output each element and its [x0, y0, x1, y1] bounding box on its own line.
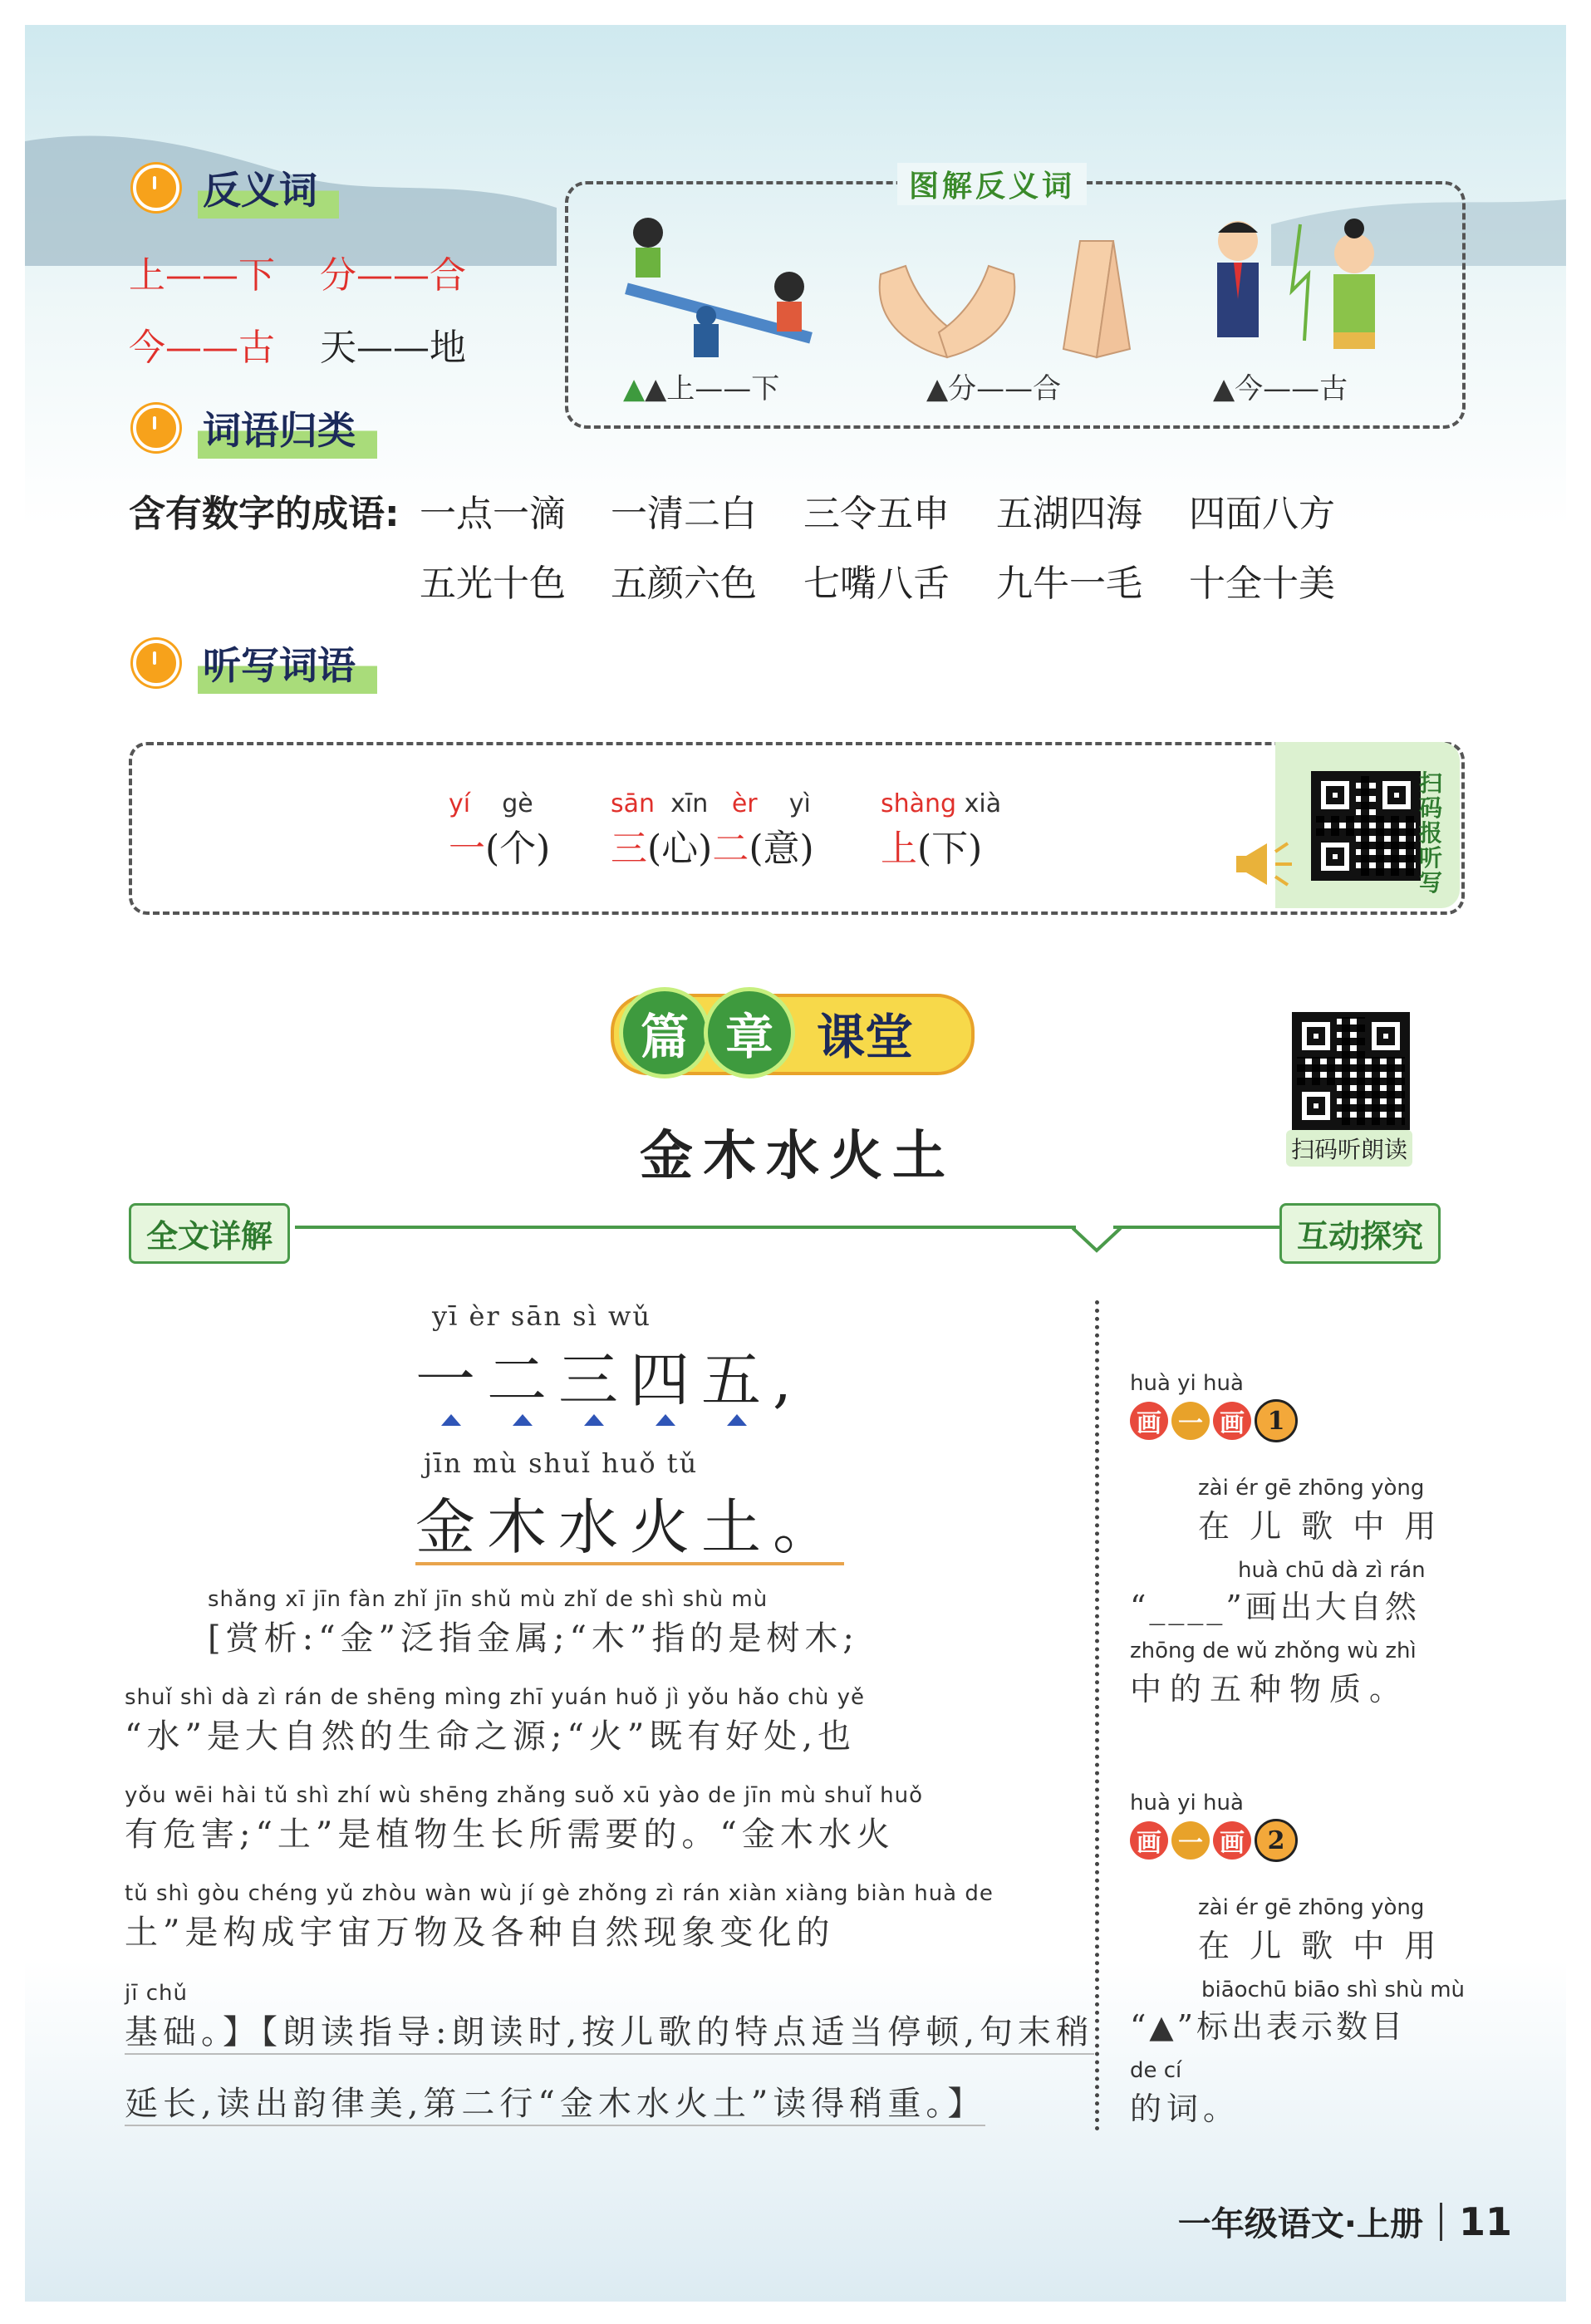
- idiom: 五颜六色: [611, 563, 757, 605]
- side-pinyin: de cí: [1130, 2058, 1182, 2083]
- divider: [1113, 1226, 1279, 1229]
- pinyin: èr: [731, 789, 758, 818]
- side-text-line: 中的五种物质。: [1130, 1671, 1410, 1707]
- lesson-title: 金木水火土: [640, 1125, 955, 1187]
- antonym-pair: 分——合: [320, 254, 466, 297]
- idiom: 一清二白: [611, 493, 757, 535]
- title-char: 一: [1171, 1821, 1210, 1860]
- section-dictation: [133, 638, 377, 688]
- section-title: 词语归类: [198, 397, 377, 459]
- side-line: [1130, 2058, 1465, 2129]
- idiom-list: [129, 484, 1375, 608]
- title-char: 画: [1213, 1821, 1251, 1860]
- triangle-icon: [656, 1414, 675, 1426]
- analysis-text: 有危害;“土”是植物生长所需要的。“金木水火: [125, 1815, 895, 1854]
- section-title: 听写词语: [198, 632, 377, 694]
- badge-char: 章: [704, 987, 795, 1078]
- side-question-2: [1130, 1791, 1465, 2129]
- analysis-line: [125, 1685, 865, 1757]
- analysis-line: [208, 1587, 859, 1659]
- dictation-word: [881, 789, 1001, 872]
- antonym-pair: 今——古: [129, 327, 275, 369]
- side-line: [1130, 1639, 1441, 1709]
- fill-blank-line[interactable]: “____”画出大自然: [1130, 1589, 1420, 1625]
- analysis-text: 土”是构成宇宙万物及各种自然现象变化的: [125, 1914, 835, 1952]
- analysis-pinyin: shuǐ shì dà zì rán de shēng mìng zhī yuán huǒ jì yǒu hǎo chù yě: [125, 1685, 866, 1710]
- analysis-text: “水”是大自然的生命之源;“火”既有好处,也: [125, 1717, 856, 1756]
- side-pinyin: biāochū biāo shì shù mù: [1201, 1978, 1466, 2002]
- pinyin: xīn: [670, 789, 709, 818]
- page-footer: [1178, 2198, 1512, 2245]
- section-word-classify: [133, 403, 377, 453]
- qr-label: 扫码听朗读: [1286, 1130, 1412, 1167]
- idiom: 四面八方: [1189, 493, 1335, 535]
- triangle-icon: [584, 1414, 604, 1426]
- idiom: 五湖四海: [996, 493, 1142, 535]
- side-line: [1130, 1558, 1441, 1583]
- question-number: 2: [1255, 1819, 1298, 1862]
- title-char: 画: [1130, 1821, 1168, 1860]
- side-pinyin: huà chū dà zì rán: [1238, 1558, 1426, 1583]
- divider-notch: [1072, 1221, 1122, 1255]
- analysis-text: [赏析:“金”泛指金属;“木”指的是树木;: [208, 1619, 859, 1658]
- poem-pinyin: jīn mù shuǐ huǒ tǔ: [424, 1447, 699, 1479]
- page-number: 11: [1458, 2199, 1512, 2244]
- triangle-icon: [513, 1414, 533, 1426]
- caption-text: ▲上——下: [645, 372, 780, 405]
- pinyin: sān: [611, 789, 656, 818]
- diagram-caption: ▲分——合: [926, 372, 1062, 405]
- divider: [295, 1226, 1076, 1229]
- antonym-pair: 天——地: [320, 327, 466, 369]
- antonym-illustrations: [598, 208, 1429, 366]
- idiom: 一点一滴: [420, 493, 566, 535]
- question-number: 1: [1255, 1399, 1298, 1442]
- question-title: [1130, 1399, 1441, 1442]
- qr-code[interactable]: [1311, 771, 1421, 881]
- analysis-line: [125, 1881, 994, 1953]
- idiom: 三令五申: [803, 493, 950, 535]
- side-pinyin: zhōng de wǔ zhǒng wù zhì: [1130, 1639, 1417, 1663]
- section-title: 反义词: [198, 157, 339, 219]
- poem-line: [415, 1479, 844, 1565]
- speaker-icon: [1230, 839, 1296, 889]
- pinyin: xià: [964, 789, 1002, 818]
- pinyin: yì: [788, 789, 811, 818]
- side-text-line: “▲”标出表示数目: [1130, 2008, 1407, 2045]
- book-title: 一年级语文·上册: [1177, 2205, 1423, 2243]
- side-line: [1130, 1476, 1441, 1546]
- title-pinyin: huà yi huà: [1130, 1791, 1244, 1815]
- idiom: 七嘴八舌: [803, 563, 950, 605]
- hanzi: 二: [712, 828, 749, 870]
- diagram-caption: ▲▲上——下: [623, 372, 780, 405]
- diagram-caption: ▲今——古: [1213, 372, 1348, 405]
- antonym-pair: 上——下: [129, 254, 275, 297]
- tag-full-text: 全文详解: [129, 1203, 290, 1264]
- side-line: [1130, 1978, 1465, 2002]
- badge-char: 篇: [619, 987, 710, 1078]
- triangle-icon: [727, 1414, 747, 1426]
- hanzi: 一: [449, 828, 485, 870]
- hanzi: (个): [485, 828, 551, 870]
- side-line: [1130, 1895, 1465, 1966]
- title-char: 画: [1213, 1402, 1251, 1440]
- badge-text: 课堂: [817, 1009, 914, 1065]
- tag-interactive: 互动探究: [1279, 1203, 1441, 1264]
- qr-label: 扫码报听写: [1419, 769, 1443, 897]
- diagram-title: 图解反义词: [897, 163, 1087, 205]
- analysis-pinyin: jī chǔ: [125, 1981, 188, 2006]
- footer-separator: [1440, 2203, 1442, 2241]
- side-pinyin: zài ér gē zhōng yòng: [1198, 1476, 1425, 1501]
- analysis-pinyin: shǎng xī jīn fàn zhǐ jīn shǔ mù zhǐ de shì shù mù: [208, 1587, 768, 1612]
- analysis-text: 基础。】【朗读指导:朗读时,按儿歌的特点适当停顿,句末稍: [125, 2006, 1094, 2055]
- analysis-text: 延长,读出韵律美,第二行“金木水火土”读得稍重。】: [125, 2077, 985, 2126]
- idiom: 九牛一毛: [996, 563, 1142, 605]
- clock-icon: [133, 165, 179, 211]
- chapter-badge: [619, 987, 913, 1078]
- title-pinyin: huà yi huà: [1130, 1371, 1244, 1396]
- analysis-line: [125, 2077, 985, 2126]
- poem: [415, 1300, 844, 1565]
- pinyin: gè: [502, 789, 533, 818]
- hanzi: 三: [611, 828, 647, 870]
- column-divider: [1095, 1300, 1099, 2131]
- poem-line-text: 金木水火土。: [415, 1492, 844, 1565]
- side-text-line: 的词。: [1130, 2091, 1240, 2127]
- idiom-label: 含有数字的成语:: [129, 493, 400, 535]
- title-char: 画: [1130, 1402, 1168, 1440]
- pinyin: yí: [449, 789, 471, 818]
- hanzi: (下): [917, 828, 983, 870]
- clock-icon: [133, 640, 179, 686]
- poem-line: 一二三四五,: [415, 1345, 803, 1415]
- analysis-pinyin: tǔ shì gòu chéng yǔ zhòu wàn wù jí gè zhǒng zì rán xiàn xiàng biàn huà de: [125, 1881, 994, 1906]
- dictation-word: [611, 789, 814, 872]
- analysis-line: [125, 1783, 923, 1855]
- dictation-word: [449, 789, 550, 872]
- side-text-line: 在 儿 歌 中 用: [1198, 1928, 1441, 1964]
- analysis-line: [125, 1981, 1094, 2055]
- question-title: [1130, 1819, 1465, 1862]
- hanzi: (意): [749, 828, 814, 870]
- side-question-1: [1130, 1371, 1441, 1709]
- title-char: 一: [1171, 1402, 1210, 1440]
- clock-icon: [133, 405, 179, 451]
- idiom: 十全十美: [1189, 563, 1335, 605]
- hanzi: 上: [881, 828, 917, 870]
- section-antonyms: [133, 163, 339, 213]
- poem-pinyin: yī èr sān sì wǔ: [432, 1300, 651, 1332]
- pinyin: shàng: [881, 789, 957, 818]
- qr-code[interactable]: [1292, 1012, 1410, 1130]
- side-text-line: 在 儿 歌 中 用: [1198, 1508, 1441, 1545]
- analysis-pinyin: yǒu wēi hài tǔ shì zhí wù shēng zhǎng suǒ xū yào de jīn mù shuǐ huǒ: [125, 1783, 924, 1808]
- side-pinyin: zài ér gē zhōng yòng: [1198, 1895, 1425, 1920]
- hanzi: (心): [647, 828, 713, 870]
- idiom: 五光十色: [420, 563, 566, 605]
- triangle-icon: [441, 1414, 461, 1426]
